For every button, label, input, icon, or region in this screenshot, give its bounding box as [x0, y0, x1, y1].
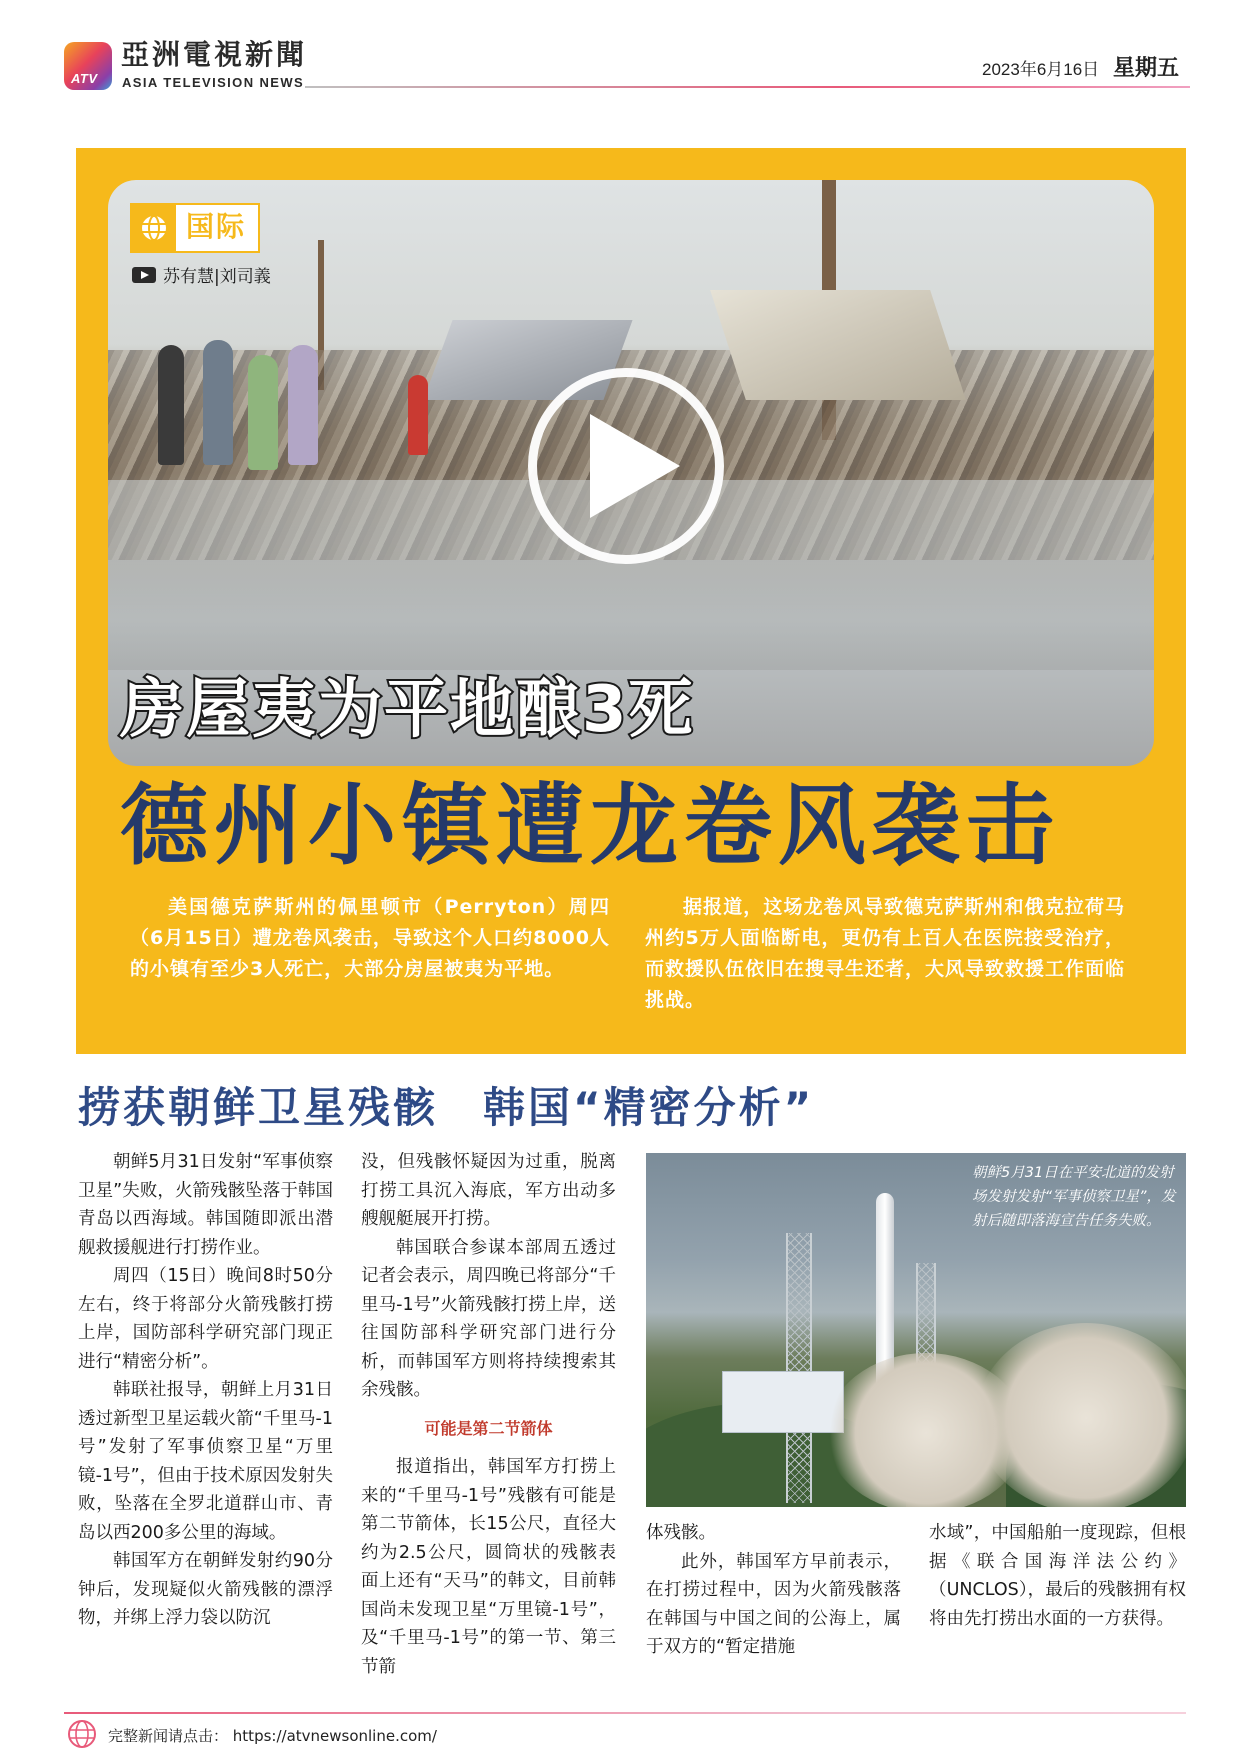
lead-paragraph-1: 美国德克萨斯州的佩里顿市（Perryton）周四（6月15日）遭龙卷风袭击，导致这个人口约8000人的小镇有至少3人死亡，大部分房屋被夷为平地。: [130, 896, 610, 980]
lead-headline: 德州小镇遭龙卷风袭击: [120, 774, 1061, 877]
play-button[interactable]: [528, 368, 724, 564]
person: [203, 340, 233, 465]
paragraph: 韩国联合参谋本部周五透过记者会表示，周四晚已将部分“千里马-1号”火箭残骸打捞上岸，送往国防部科学研究部门进行分析，而韩国军方则将持续搜索其余残骸。: [361, 1237, 616, 1400]
brand-name-chinese: 亞洲電視新聞: [121, 38, 308, 71]
section-label: 国际: [186, 210, 247, 243]
video-camera-icon: [131, 266, 157, 284]
story-column-2: [361, 1148, 616, 1681]
logo-text: ATV: [71, 71, 98, 86]
story-column-4: [929, 1519, 1186, 1633]
paragraph: 此外，韩国军方早前表示，在打捞过程中，因为火箭残骸落在韩国与中国之间的公海上，属于双方的“暂定措施: [646, 1551, 901, 1657]
section-tag: [130, 203, 260, 253]
issue-weekday: 星期五: [1113, 56, 1180, 81]
paragraph: 韩联社报导，朝鲜上月31日透过新型卫星运载火箭“千里马-1号”发射了军事侦察卫星“万里镜-1号”，但由于技术原因发射失败，坠落在全罗北道群山市、青岛以西200多公里的海域。: [78, 1380, 333, 1543]
footer-url-link[interactable]: https://atvnewsonline.com/: [232, 1727, 437, 1745]
story-column-3: [646, 1519, 901, 1662]
lead-paragraph-2: 据报道，这场龙卷风导致德克萨斯州和俄克拉荷马州约5万人面临断电，更仍有上百人在医院接受治疗，而救援队伍依旧在搜寻生还者，大风导致救援工作面临挑战。: [645, 896, 1126, 1011]
photo-caption: 朝鲜5月31日在平安北道的发射场发射发射“军事侦察卫星”，发射后随即落海宣告任务失败。: [972, 1165, 1176, 1229]
child: [408, 375, 428, 455]
paragraph: 报道指出，韩国军方打捞上来的“千里马-1号”残骸有可能是第二节箭体，长15公尺，直径大约为2.5公尺，圆筒状的残骸表面上还有“天马”的韩文，目前韩国尚未发现卫星“万里镜-1号”，及“千里马-1号”的第一节、第三节箭: [361, 1457, 616, 1677]
byline: [131, 262, 271, 287]
globe-footer-icon: [66, 1718, 98, 1750]
rocket-launch-photo: [646, 1153, 1186, 1507]
story-headline: 捞获朝鲜卫星残骸 韩国“精密分析”: [78, 1083, 815, 1132]
footer-link-row: [108, 1725, 437, 1746]
masthead-divider: [305, 86, 1190, 88]
atv-logo-icon: [64, 42, 112, 90]
globe-icon: [132, 205, 176, 251]
person: [158, 345, 184, 465]
play-icon: [590, 414, 680, 518]
paragraph: 韩国军方在朝鲜发射约90分钟后，发现疑似火箭残骸的漂浮物，并绑上浮力袋以防沉: [78, 1551, 333, 1628]
person: [288, 345, 318, 465]
lead-subheadline: 房屋夷为平地酿3死: [120, 673, 695, 747]
paragraph: 周四（15日）晚间8时50分左右，终于将部分火箭残骸打捞上岸，国防部科学研究部门现正进行“精密分析”。: [78, 1266, 333, 1372]
smoke-cloud: [976, 1323, 1186, 1507]
paragraph-continued: 体残骸。: [646, 1523, 716, 1543]
launch-tower: [786, 1233, 812, 1503]
issue-date: 2023年6月16日: [982, 60, 1100, 79]
brand-name-english: ASIA TELEVISION NEWS: [122, 75, 305, 90]
byline-authors: 苏有慧|刘司義: [163, 267, 271, 287]
paragraph: 朝鲜5月31日发射“军事侦察卫星”失败，火箭残骸坠落于韩国青岛以西海域。韩国随即派出潜舰救援舰进行打捞作业。: [78, 1152, 333, 1258]
collapsed-roof-right: [710, 290, 966, 400]
footer-divider: [64, 1712, 1186, 1714]
person: [248, 355, 278, 470]
story-subheading: 可能是第二节箭体: [424, 1418, 553, 1438]
paragraph-continued: 水域”，中国船舶一度现踪，但根据《联合国海洋法公约》（UNCLOS），最后的残骸拥有权将由先打捞出水面的一方获得。: [929, 1523, 1186, 1629]
paragraph-continued: 没，但残骸怀疑因为过重，脱离打捞工具沉入海底，军方出动多艘舰艇展开打捞。: [361, 1152, 616, 1229]
story-column-1: [78, 1148, 333, 1633]
footer-label: 完整新闻请点击：: [108, 1727, 229, 1745]
